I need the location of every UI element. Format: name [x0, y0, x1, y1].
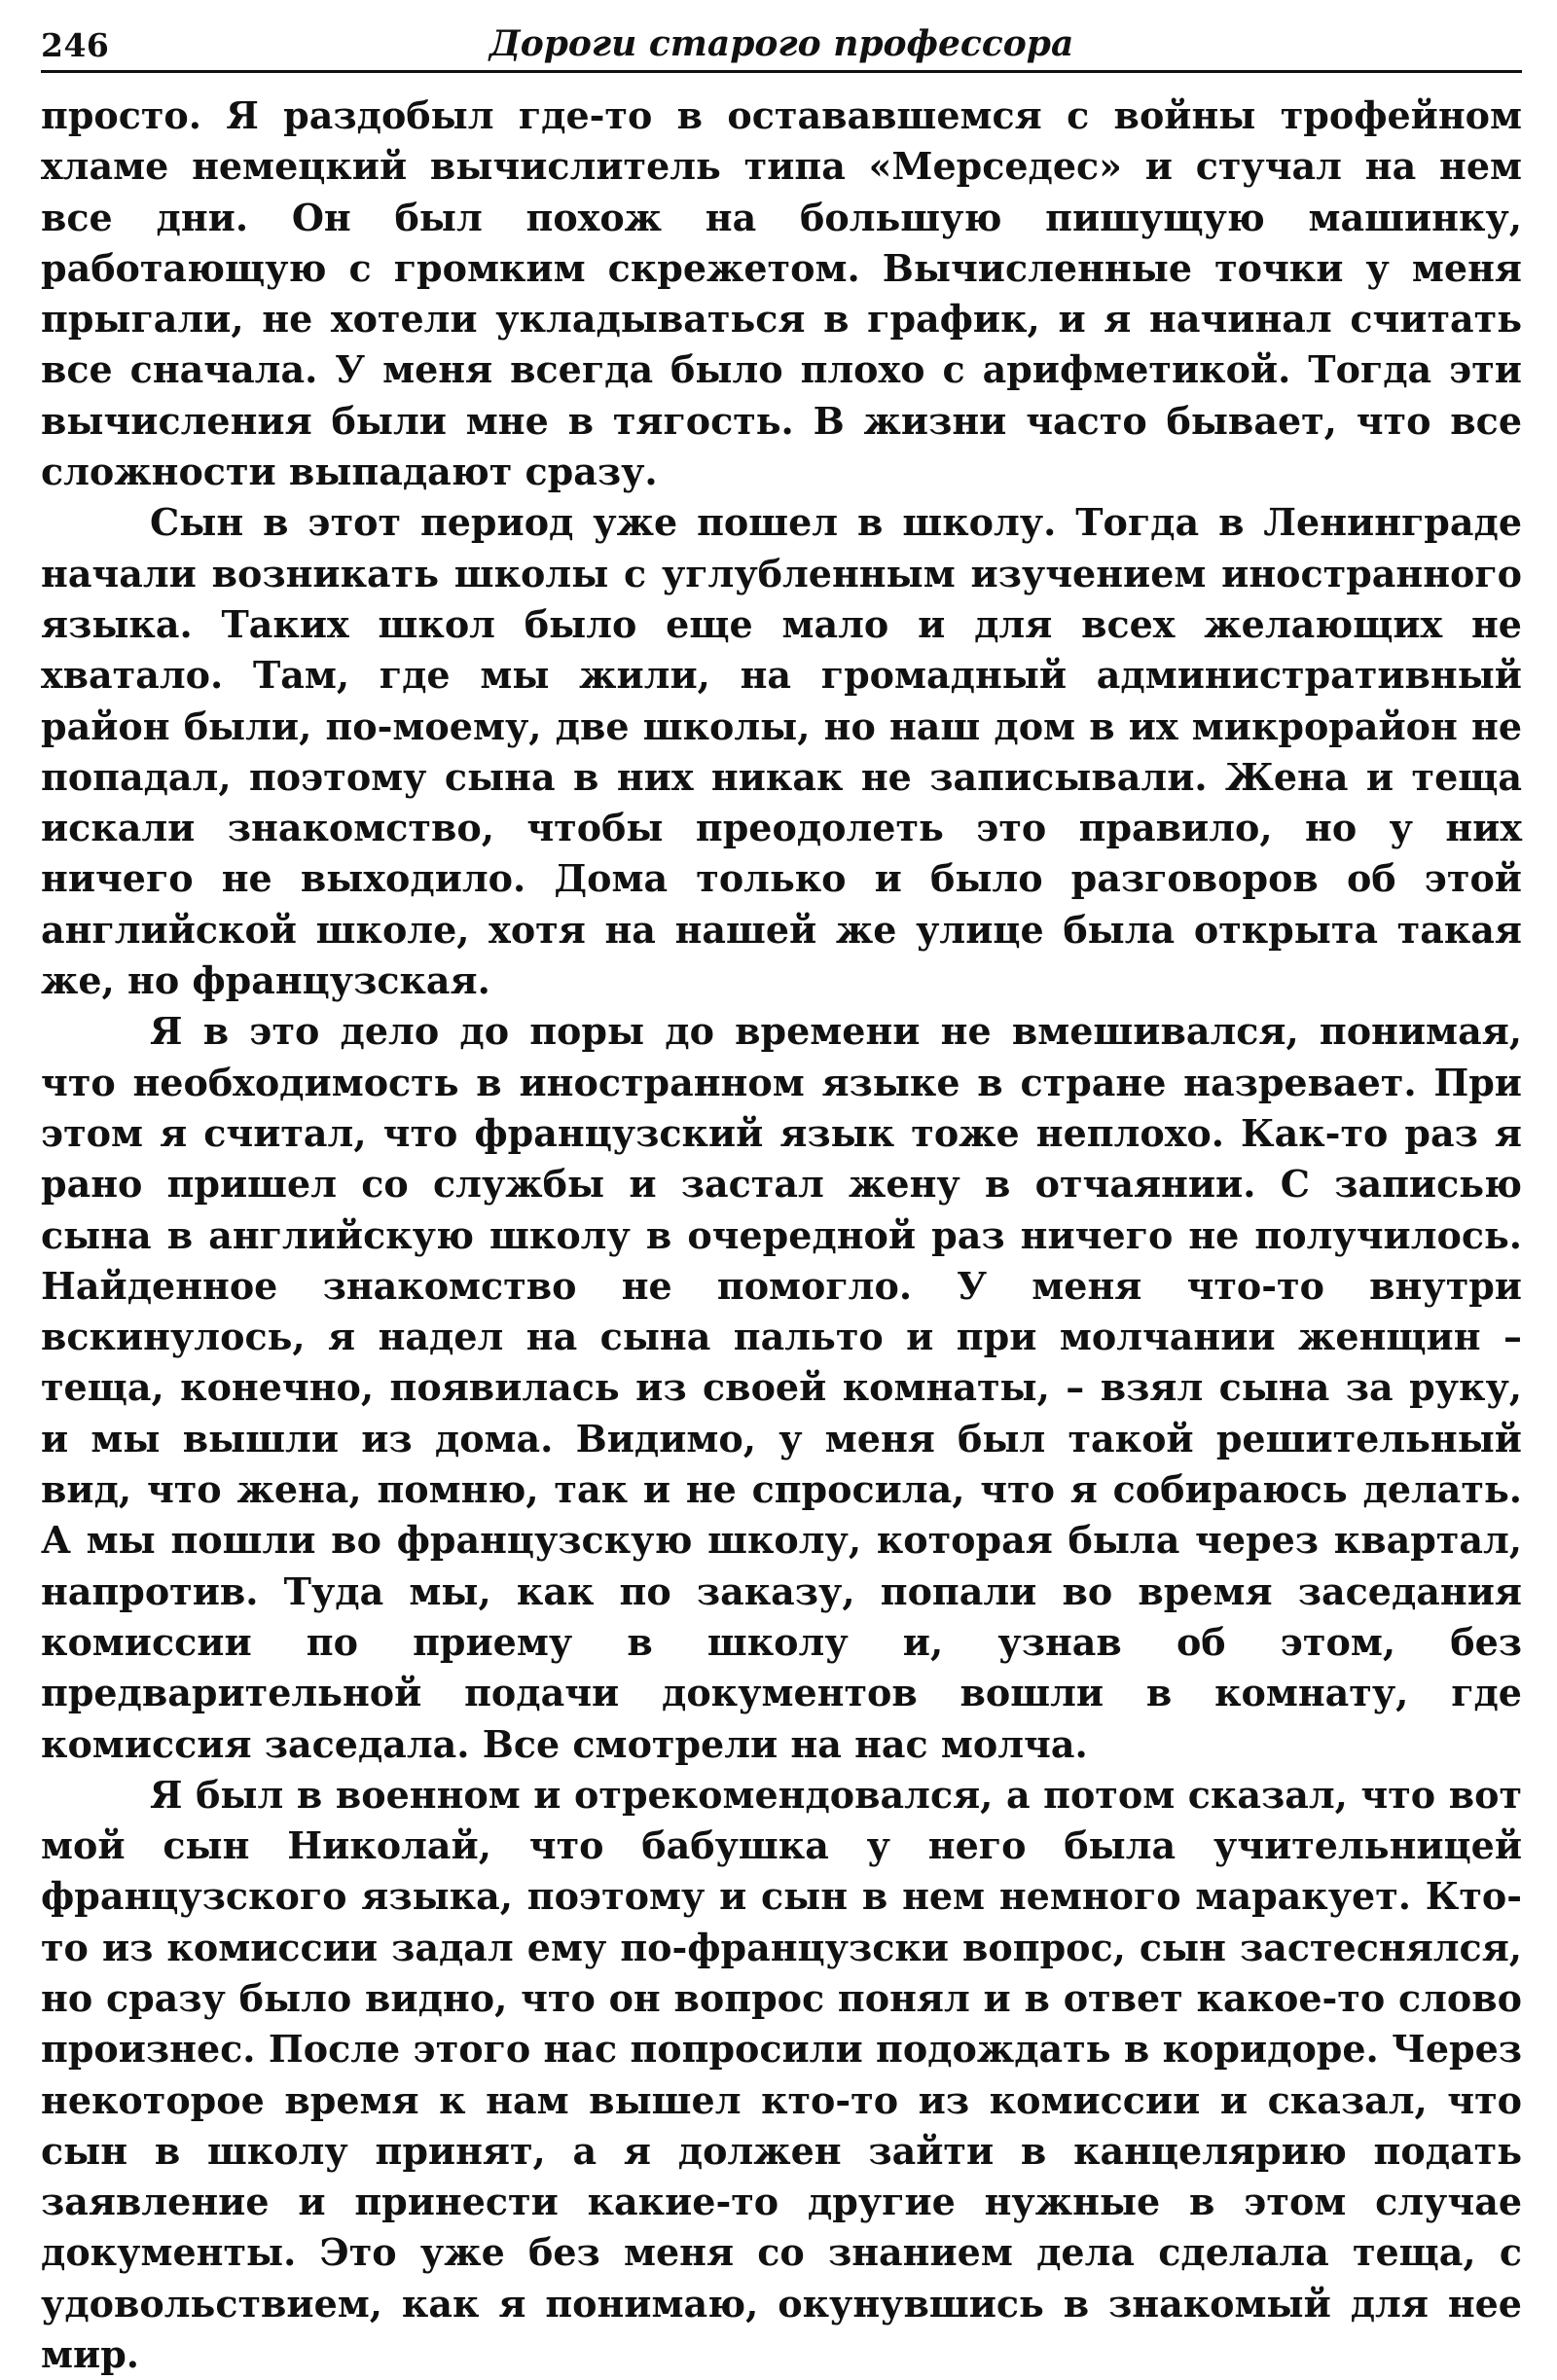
paragraph: Сын в этот период уже пошел в школу. Тогда в Ленинграде начали возникать школы с углубленным изучением иностранного языка. Таких школ было еще мало и для всех желающих не хватало. Там, где мы жили, на громадный административный район были, по-моему, две школы, но наш дом в их микрорайон не попадал, поэтому сына в них никак не записывали. Жена и теща искали знакомство, чтобы преодолеть это правило, но у них ничего не выходило. Дома только и было разговоров об этой английской школе, хотя на нашей же улице была открыта такая же, но французская.	[41, 500, 1522, 1003]
book-page	[41, 18, 1522, 2377]
paragraph-continued: просто. Я раздобыл где-то в остававшемся с войны трофейном хламе немецкий вычислитель типа «Мерседес» и стучал на нем все дни. Он был похож на большую пишущую машинку, работающую с громким скрежетом. Вычисленные точки у меня прыгали, не хотели укладываться в график, и я начинал считать все сначала. У меня всегда было плохо с арифметикой. Тогда эти вычисления были мне в тягость. В жизни часто бывает, что все сложности выпадают сразу.	[41, 93, 1522, 494]
page-number: 246	[41, 26, 110, 64]
book-title: Дороги старого профессора	[489, 23, 1074, 64]
body-text	[41, 90, 1522, 2380]
paragraph: Я был в военном и отрекомендовался, а потом сказал, что вот мой сын Николай, что бабушка у него была учительницей французского языка, поэтому и сын в нем немного маракует. Кто-то из комиссии задал ему по-французски вопрос, сын застеснялся, но сразу было видно, что он вопрос понял и в ответ какое-то слово произнес. После этого нас попросили подождать в коридоре. Через некоторое время к нам вышел кто-то из комиссии и сказал, что сын в школу принят, а я должен зайти в канцелярию подать заявление и принести какие-то другие нужные в этом случае документы. Это уже без меня со знанием дела сделала теща, с удовольствием, как я понимаю, окунувшись в знакомый для нее мир.	[41, 1772, 1522, 2377]
paragraph: Я в это дело до поры до времени не вмешивался, понимая, что необходимость в иностранном языке в стране назревает. При этом я считал, что французский язык тоже неплохо. Как-то раз я рано пришел со службы и застал жену в отчаянии. С записью сына в английскую школу в очередной раз ничего не получилось. Найденное знакомство не помогло. У меня что-то внутри вскинулось, я надел на сына пальто и при молчании женщин – теща, конечно, появилась из своей комнаты, – взял сына за руку, и мы вышли из дома. Видимо, у меня был такой решительный вид, что жена, помню, так и не спросила, что я собираюсь делать. А мы пошли во французскую школу, которая была через квартал, напротив. Туда мы, как по заказу, попали во время заседания комиссии по приему в школу и, узнав об этом, без предварительной подачи документов вошли в комнату, где комиссия заседала. Все смотрели на нас молча.	[41, 1009, 1522, 1766]
running-header	[41, 18, 1522, 73]
